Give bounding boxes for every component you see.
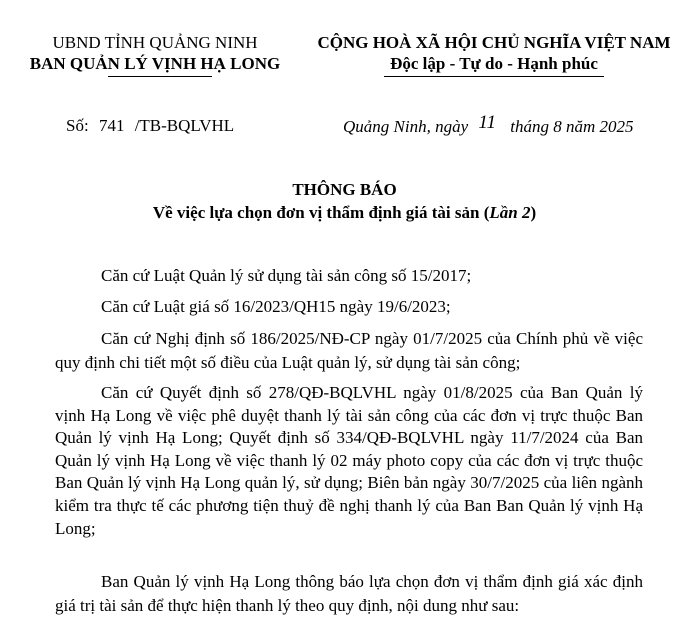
subject-prefix: Về việc lựa chọn đơn vị thẩm định giá tài sản ( <box>152 203 490 222</box>
legal-basis-4 <box>55 382 643 540</box>
so-suffix: /TB-BQLVHL <box>134 116 235 135</box>
subject-attempt: Lần 2 <box>489 203 531 222</box>
legal-basis-2-text: Căn cứ Luật giá số 16/2023/QH15 ngày 19/6/2023; <box>101 297 451 316</box>
month-year: tháng 8 năm 2025 <box>510 117 634 136</box>
national-title: CỘNG HOÀ XÃ HỘI CHỦ NGHĨA VIỆT NAM <box>317 33 671 52</box>
place-date-prefix: Quảng Ninh, ngày <box>343 117 469 136</box>
legal-basis-2 <box>55 296 643 319</box>
page-title: THÔNG BÁO <box>292 180 397 199</box>
document-number <box>66 116 234 136</box>
subject-suffix: ) <box>530 203 537 222</box>
announcement-intro-text: Ban Quản lý vịnh Hạ Long thông báo lựa chọn đơn vị thẩm định giá xác định giá trị tài sản để thực hiện thanh lý theo quy định, nội dung như sau: <box>55 572 643 615</box>
agency-parent: UBND TỈNH QUẢNG NINH <box>52 33 258 52</box>
so-label: Số: <box>66 116 89 135</box>
legal-basis-3-text: Căn cứ Nghị định số 186/2025/NĐ-CP ngày 01/7/2025 của Chính phủ về việc quy định chi tiết một số điều của Luật quản lý, sử dụng tài sản công; <box>55 329 643 372</box>
national-motto: Độc lập - Tự do - Hạnh phúc <box>390 54 598 73</box>
day-value: 11 <box>478 112 496 133</box>
agency-name: BAN QUẢN LÝ VỊNH HẠ LONG <box>29 54 281 73</box>
place-date <box>343 112 634 138</box>
legal-basis-1 <box>55 265 643 288</box>
so-number: 741 <box>98 116 125 135</box>
legal-basis-1-text: Căn cứ Luật Quản lý sử dụng tài sản công số 15/2017; <box>101 266 472 285</box>
legal-basis-3 <box>55 327 643 375</box>
motto-underline <box>384 76 604 77</box>
agency-underline <box>108 76 212 77</box>
legal-basis-4-text: Căn cứ Quyết định số 278/QĐ-BQLVHL ngày 01/8/2025 của Ban Quản lý vịnh Hạ Long về việc phê duyệt thanh lý tài sản công của các đơn vị trực thuộc Ban Quản lý vịnh Hạ Long; Quyết định số 334/QĐ-BQLVHL ngày 11/7/2024 của Ban Quản lý vịnh Hạ Long về việc thanh lý 02 máy photo copy của các đơn vị trực thuộc Ban Quản lý vịnh Hạ Long quản lý, sử dụng; Biên bản ngày 30/7/2025 của liên ngành kiểm tra thực tế các phương tiện thuỷ đề nghị thanh lý của Ban Ban Quản lý vịnh Hạ Long; <box>55 383 643 538</box>
announcement-intro <box>55 570 643 618</box>
subject-line <box>0 203 689 223</box>
